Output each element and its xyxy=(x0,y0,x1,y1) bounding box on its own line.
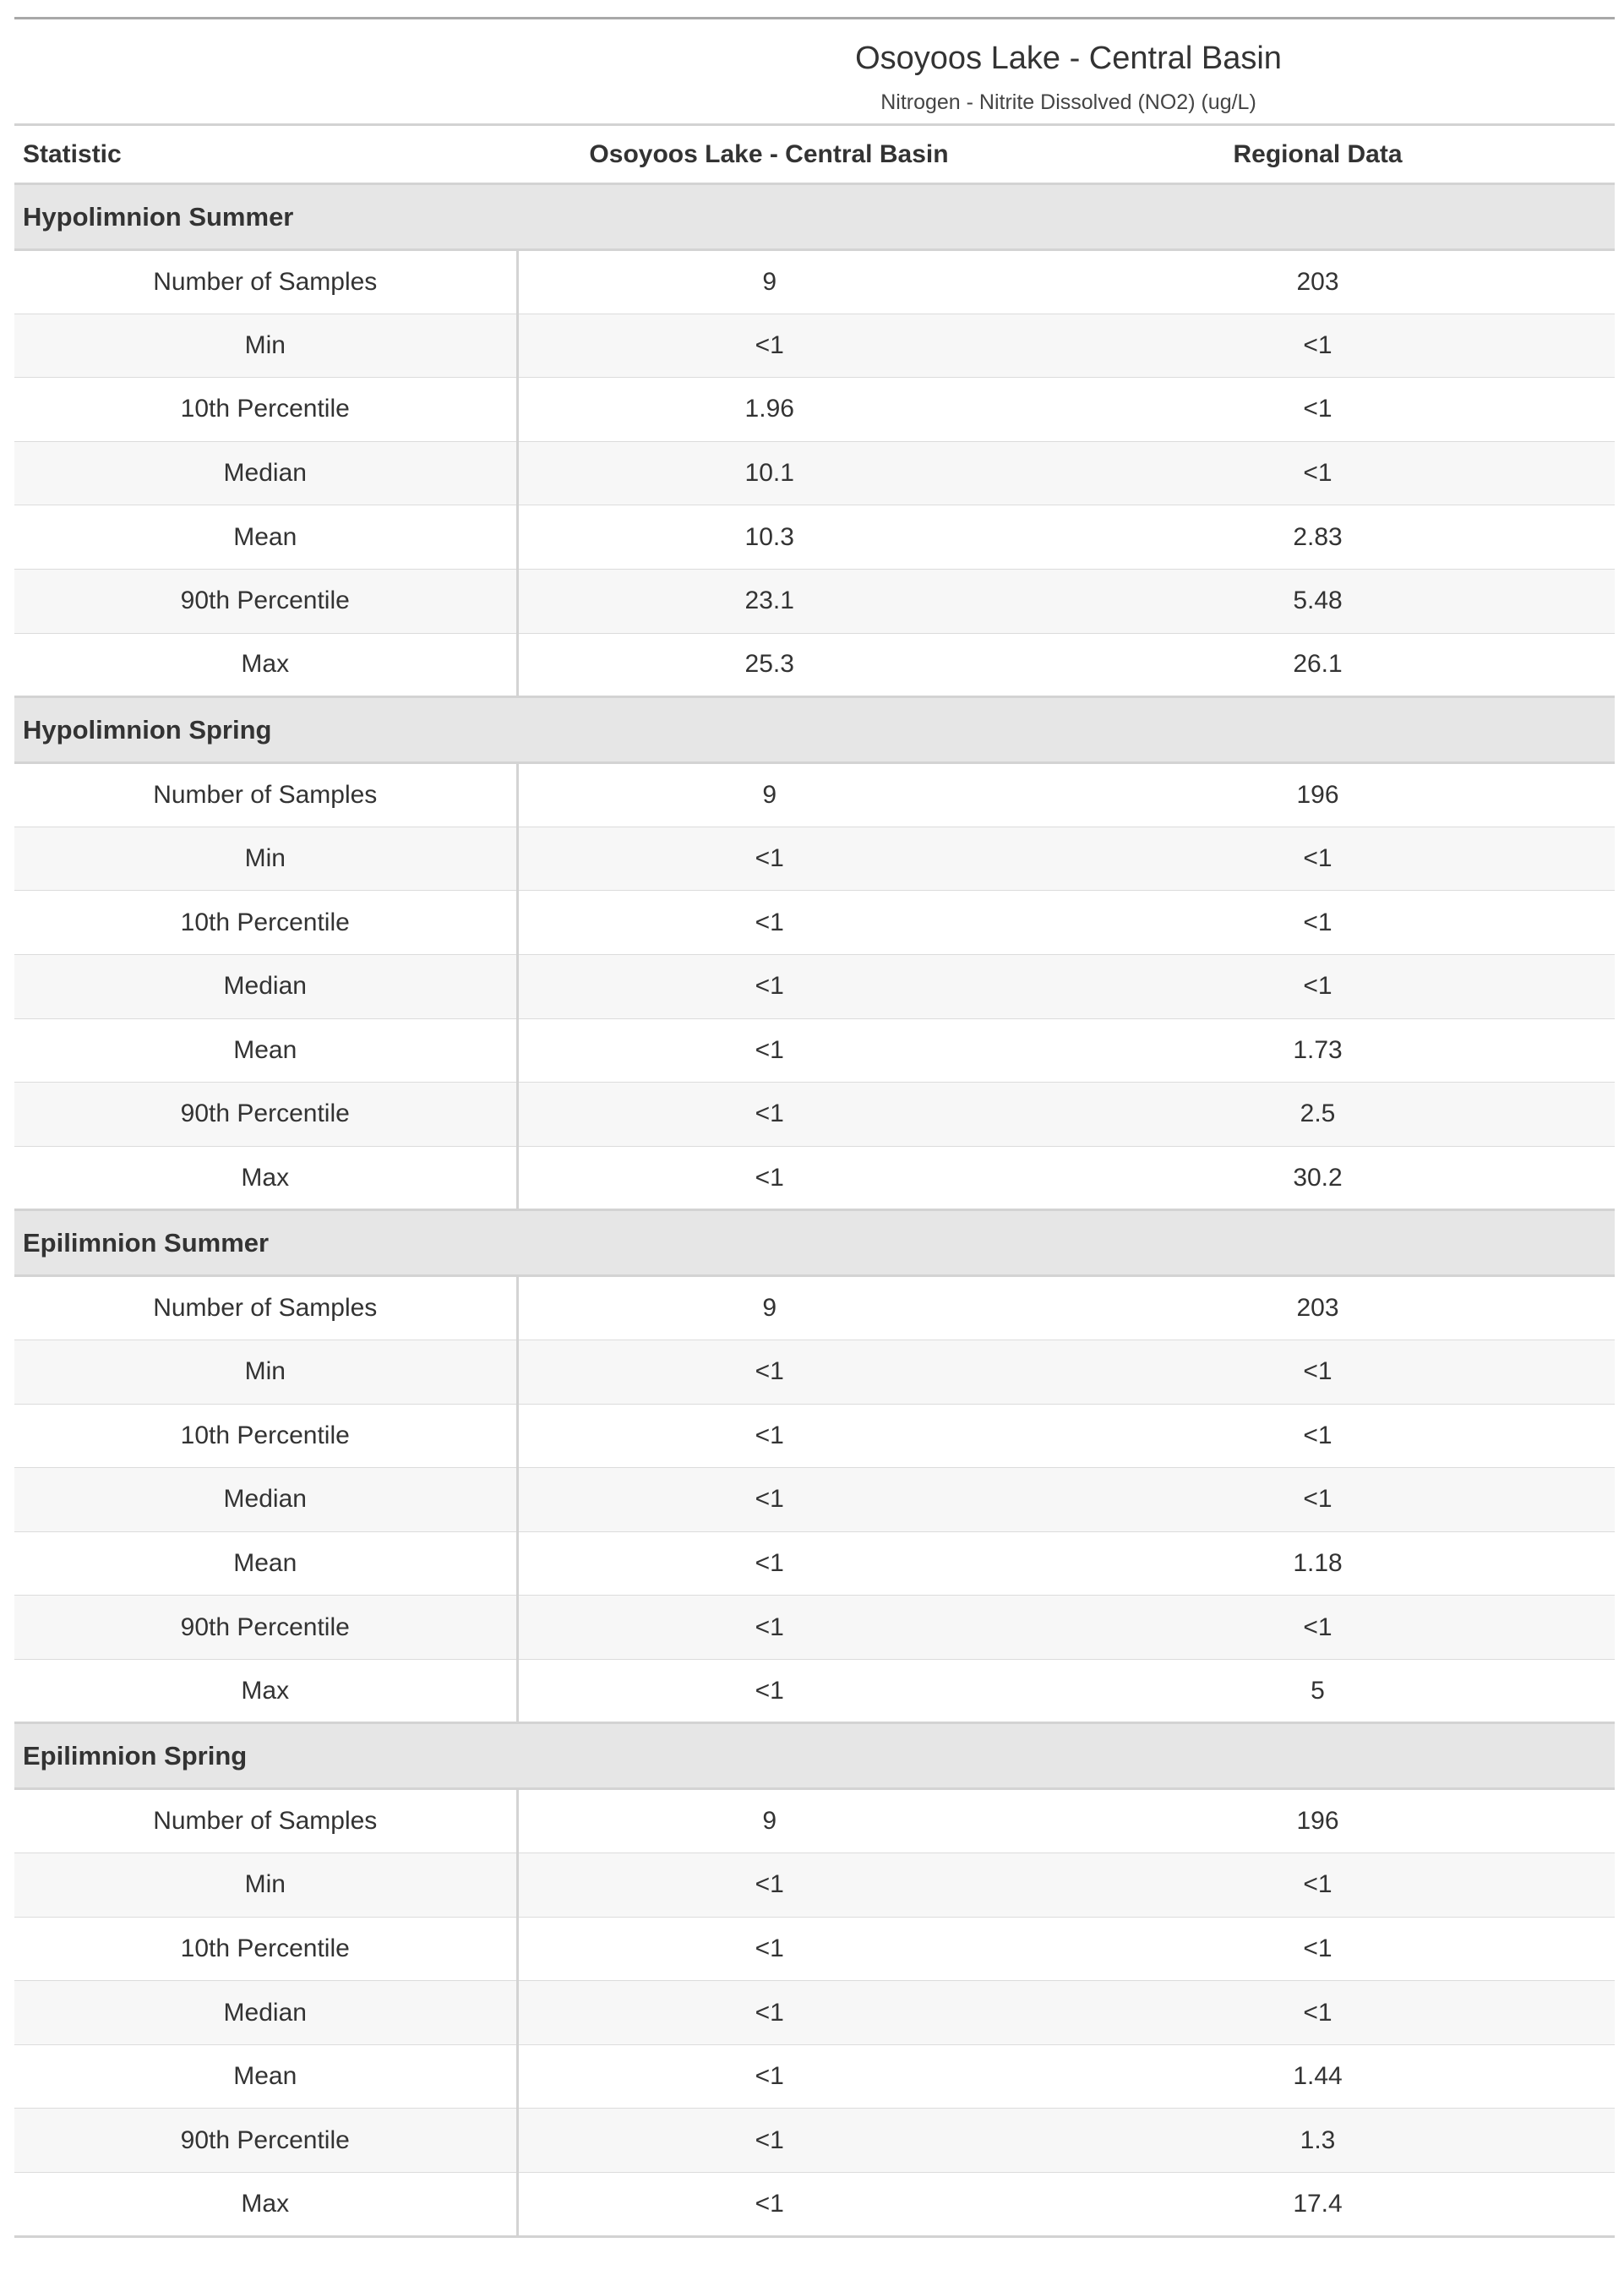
site-value-cell: <1 xyxy=(517,1853,1021,1918)
statistic-cell: Number of Samples xyxy=(14,1789,517,1853)
regional-value-cell: <1 xyxy=(1021,1404,1615,1468)
site-value-cell: <1 xyxy=(517,1146,1021,1210)
site-value-cell: <1 xyxy=(517,954,1021,1018)
statistic-cell: Number of Samples xyxy=(14,1276,517,1340)
regional-value-cell: <1 xyxy=(1021,1917,1615,1981)
site-value-cell: <1 xyxy=(517,1531,1021,1596)
site-value-cell: <1 xyxy=(517,2044,1021,2109)
statistic-cell: 10th Percentile xyxy=(14,891,517,955)
table-row xyxy=(14,250,1615,314)
regional-value-cell: <1 xyxy=(1021,1596,1615,1660)
statistic-cell: 10th Percentile xyxy=(14,1404,517,1468)
regional-value-cell: <1 xyxy=(1021,1981,1615,2045)
group-header-row xyxy=(14,184,1615,250)
statistic-cell: 90th Percentile xyxy=(14,1083,517,1147)
statistic-cell: Min xyxy=(14,827,517,891)
regional-value-cell: 1.18 xyxy=(1021,1531,1615,1596)
statistic-cell: Max xyxy=(14,1146,517,1210)
table-row xyxy=(14,827,1615,891)
statistic-cell: Number of Samples xyxy=(14,250,517,314)
table-row xyxy=(14,1083,1615,1147)
regional-value-cell: <1 xyxy=(1021,954,1615,1018)
statistic-cell: 10th Percentile xyxy=(14,1917,517,1981)
regional-value-cell: 203 xyxy=(1021,1276,1615,1340)
column-header-row xyxy=(14,125,1615,184)
table-title-row xyxy=(14,19,1615,83)
statistic-cell: Mean xyxy=(14,1018,517,1083)
group-header: Hypolimnion Summer xyxy=(14,184,1615,250)
table-row xyxy=(14,2109,1615,2173)
regional-value-cell: 1.44 xyxy=(1021,2044,1615,2109)
table-row xyxy=(14,633,1615,697)
site-value-cell: 10.1 xyxy=(517,441,1021,505)
regional-value-cell: 203 xyxy=(1021,250,1615,314)
group-header: Hypolimnion Spring xyxy=(14,697,1615,763)
table-row xyxy=(14,505,1615,570)
statistic-cell: 90th Percentile xyxy=(14,2109,517,2173)
site-value-cell: <1 xyxy=(517,2109,1021,2173)
statistics-table xyxy=(14,17,1615,2238)
statistic-cell: Median xyxy=(14,1981,517,2045)
statistic-cell: Mean xyxy=(14,505,517,570)
site-value-cell: <1 xyxy=(517,1596,1021,1660)
statistic-cell: Median xyxy=(14,1468,517,1532)
table-row xyxy=(14,1981,1615,2045)
site-value-cell: <1 xyxy=(517,891,1021,955)
table-row xyxy=(14,314,1615,378)
regional-value-cell: 2.83 xyxy=(1021,505,1615,570)
group-header-row xyxy=(14,697,1615,763)
site-value-cell: <1 xyxy=(517,1404,1021,1468)
statistic-cell: Min xyxy=(14,1853,517,1918)
statistic-cell: Median xyxy=(14,441,517,505)
table-row xyxy=(14,569,1615,633)
statistic-cell: Max xyxy=(14,1659,517,1723)
site-value-cell: <1 xyxy=(517,1659,1021,1723)
statistic-cell: Mean xyxy=(14,1531,517,1596)
statistic-cell: Max xyxy=(14,633,517,697)
regional-value-cell: <1 xyxy=(1021,1468,1615,1532)
table-row xyxy=(14,1018,1615,1083)
statistic-cell: Median xyxy=(14,954,517,1018)
table-row xyxy=(14,1917,1615,1981)
table-row xyxy=(14,2173,1615,2237)
statistic-cell: Number of Samples xyxy=(14,763,517,827)
site-value-cell: <1 xyxy=(517,2173,1021,2237)
statistic-cell: Mean xyxy=(14,2044,517,2109)
site-value-cell: 25.3 xyxy=(517,633,1021,697)
table-row xyxy=(14,1468,1615,1532)
regional-value-cell: 26.1 xyxy=(1021,633,1615,697)
statistic-cell: Max xyxy=(14,2173,517,2237)
table-row xyxy=(14,1404,1615,1468)
site-value-cell: <1 xyxy=(517,1981,1021,2045)
regional-value-cell: 5 xyxy=(1021,1659,1615,1723)
site-value-cell: <1 xyxy=(517,1468,1021,1532)
table-row xyxy=(14,1146,1615,1210)
table-row xyxy=(14,2044,1615,2109)
table-row xyxy=(14,441,1615,505)
column-header-regional: Regional Data xyxy=(1021,125,1615,184)
table-row xyxy=(14,763,1615,827)
regional-value-cell: <1 xyxy=(1021,1853,1615,1918)
site-value-cell: 9 xyxy=(517,250,1021,314)
table-row xyxy=(14,1276,1615,1340)
group-header: Epilimnion Summer xyxy=(14,1210,1615,1276)
regional-value-cell: <1 xyxy=(1021,891,1615,955)
group-header-row xyxy=(14,1210,1615,1276)
site-value-cell: 23.1 xyxy=(517,569,1021,633)
table-row xyxy=(14,1340,1615,1404)
site-value-cell: 9 xyxy=(517,1276,1021,1340)
regional-value-cell: <1 xyxy=(1021,1340,1615,1404)
table-subtitle: Nitrogen - Nitrite Dissolved (NO2) (ug/L) xyxy=(14,83,1615,125)
site-value-cell: 9 xyxy=(517,763,1021,827)
table-title: Osoyoos Lake - Central Basin xyxy=(14,19,1615,83)
table-row xyxy=(14,1531,1615,1596)
site-value-cell: <1 xyxy=(517,1340,1021,1404)
table-row xyxy=(14,378,1615,442)
regional-value-cell: <1 xyxy=(1021,827,1615,891)
regional-value-cell: <1 xyxy=(1021,378,1615,442)
table-row xyxy=(14,1789,1615,1853)
site-value-cell: 1.96 xyxy=(517,378,1021,442)
regional-value-cell: 196 xyxy=(1021,1789,1615,1853)
table-row xyxy=(14,1853,1615,1918)
site-value-cell: <1 xyxy=(517,314,1021,378)
table-row xyxy=(14,954,1615,1018)
site-value-cell: <1 xyxy=(517,1018,1021,1083)
table-body xyxy=(14,184,1615,2237)
table-row xyxy=(14,1596,1615,1660)
regional-value-cell: 17.4 xyxy=(1021,2173,1615,2237)
site-value-cell: <1 xyxy=(517,827,1021,891)
group-header-row xyxy=(14,1723,1615,1789)
regional-value-cell: 196 xyxy=(1021,763,1615,827)
statistic-cell: Min xyxy=(14,314,517,378)
regional-value-cell: 2.5 xyxy=(1021,1083,1615,1147)
regional-value-cell: 1.3 xyxy=(1021,2109,1615,2173)
regional-value-cell: 5.48 xyxy=(1021,569,1615,633)
table-row xyxy=(14,1659,1615,1723)
site-value-cell: <1 xyxy=(517,1083,1021,1147)
statistic-cell: Min xyxy=(14,1340,517,1404)
regional-value-cell: <1 xyxy=(1021,441,1615,505)
regional-value-cell: 1.73 xyxy=(1021,1018,1615,1083)
column-header-site: Osoyoos Lake - Central Basin xyxy=(517,125,1021,184)
table-subtitle-row xyxy=(14,83,1615,125)
column-header-statistic: Statistic xyxy=(14,125,517,184)
site-value-cell: 9 xyxy=(517,1789,1021,1853)
site-value-cell: <1 xyxy=(517,1917,1021,1981)
table-row xyxy=(14,891,1615,955)
statistic-cell: 10th Percentile xyxy=(14,378,517,442)
site-value-cell: 10.3 xyxy=(517,505,1021,570)
group-header: Epilimnion Spring xyxy=(14,1723,1615,1789)
regional-value-cell: <1 xyxy=(1021,314,1615,378)
regional-value-cell: 30.2 xyxy=(1021,1146,1615,1210)
statistic-cell: 90th Percentile xyxy=(14,1596,517,1660)
statistic-cell: 90th Percentile xyxy=(14,569,517,633)
